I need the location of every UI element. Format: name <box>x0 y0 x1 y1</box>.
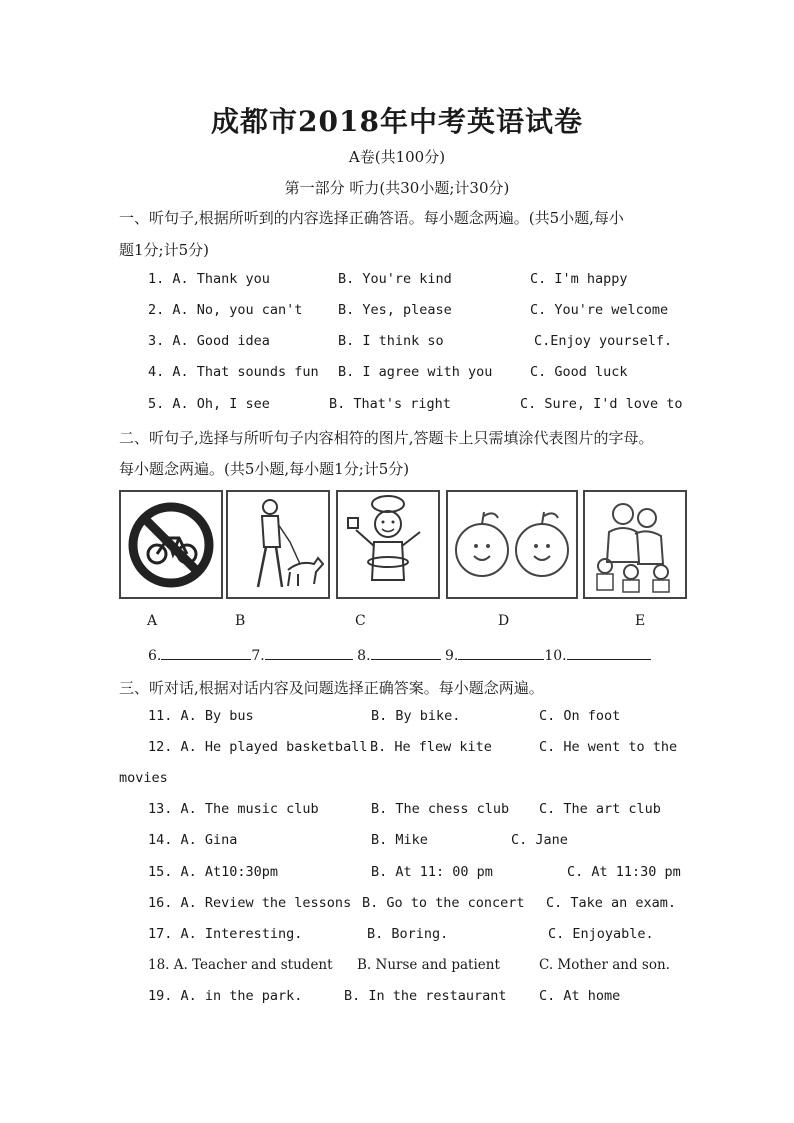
question-2-option-c: C. You're welcome <box>530 302 669 318</box>
chef-cooking-icon <box>336 490 440 599</box>
question-12-option-a: 12. A. He played basketball <box>148 739 368 755</box>
question-3-option-a: 3. A. Good idea <box>148 333 270 349</box>
question-19-option-a: 19. A. in the park. <box>148 988 303 1004</box>
question-5-option-b: B. That's right <box>329 396 451 412</box>
question-16-option-a: 16. A. Review the lessons <box>148 895 352 911</box>
question-12-option-c-wrap: movies <box>119 770 168 786</box>
question-18-option-b: B. Nurse and patient <box>357 957 500 973</box>
question-4-option-a: 4. A. That sounds fun <box>148 364 319 380</box>
blank-7-number: 7. <box>251 648 265 664</box>
picture-label-d: D <box>498 613 510 629</box>
question-2-option-b: B. Yes, please <box>338 302 452 318</box>
question-5-option-a: 5. A. Oh, I see <box>148 396 270 412</box>
blank-7[interactable] <box>265 645 353 660</box>
section-2-instruction-cont: 每小题念两遍。(共5小题,每小题1分;计5分) <box>119 460 410 478</box>
picture-label-b: B <box>235 613 246 629</box>
question-17-option-c: C. Enjoyable. <box>548 926 654 942</box>
blank-9[interactable] <box>458 645 544 660</box>
question-16-option-b: B. Go to the concert <box>362 895 525 911</box>
question-15-option-c: C. At 11:30 pm <box>567 864 681 880</box>
question-4-option-b: B. I agree with you <box>338 364 493 380</box>
two-apples-icon <box>446 490 578 599</box>
picture-label-c: C <box>355 613 366 629</box>
question-14-option-c: C. Jane <box>511 832 568 848</box>
answer-blanks <box>148 645 651 664</box>
page-title: 成都市2018年中考英语试卷 <box>211 105 583 138</box>
question-19-option-c: C. At home <box>539 988 621 1004</box>
question-14-option-a: 14. A. Gina <box>148 832 238 848</box>
question-3-option-c: C.Enjoy yourself. <box>534 333 673 349</box>
paper-subtitle: A卷(共100分) <box>348 148 446 166</box>
question-18-option-c: C. Mother and son. <box>539 957 670 973</box>
question-1-option-c: C. I'm happy <box>530 271 628 287</box>
question-13-option-a: 13. A. The music club <box>148 801 319 817</box>
no-bicycle-sign-icon <box>119 490 223 599</box>
section-3-instruction: 三、听对话,根据对话内容及问题选择正确答案。每小题念两遍。 <box>119 679 544 697</box>
question-3-option-b: B. I think so <box>338 333 444 349</box>
question-11-option-b: B. By bike. <box>371 708 461 724</box>
question-14-option-b: B. Mike <box>371 832 428 848</box>
question-4-option-c: C. Good luck <box>530 364 628 380</box>
question-17-option-b: B. Boring. <box>367 926 449 942</box>
question-2-option-a: 2. A. No, you can't <box>148 302 303 318</box>
picture-label-e: E <box>635 613 646 629</box>
grandparents-with-children-icon <box>583 490 687 599</box>
question-19-option-b: B. In the restaurant <box>344 988 507 1004</box>
question-15-option-b: B. At 11: 00 pm <box>371 864 493 880</box>
blank-6[interactable] <box>161 645 251 660</box>
question-11-option-a: 11. A. By bus <box>148 708 254 724</box>
blank-9-number: 9. <box>444 648 459 664</box>
blank-6-number: 6. <box>148 648 162 664</box>
blank-8[interactable] <box>371 645 441 660</box>
section-2-instruction: 二、听句子,选择与所听句子内容相符的图片,答题卡上只需填涂代表图片的字母。 <box>119 429 654 447</box>
question-15-option-a: 15. A. At10:30pm <box>148 864 279 880</box>
question-12-option-b: B. He flew kite <box>370 739 492 755</box>
blank-10[interactable] <box>567 645 651 660</box>
question-16-option-c: C. Take an exam. <box>546 895 677 911</box>
section-1-instruction-cont: 题1分;计5分) <box>119 241 209 259</box>
question-1-option-b: B. You're kind <box>338 271 452 287</box>
section-1-instruction: 一、听句子,根据所听到的内容选择正确答语。每小题念两遍。(共5小题,每小 <box>119 209 624 227</box>
blank-10-number: 10. <box>544 648 567 664</box>
question-13-option-c: C. The art club <box>539 801 661 817</box>
man-walking-dog-icon <box>226 490 330 599</box>
question-18-option-a: 18. A. Teacher and student <box>148 957 333 973</box>
question-1-option-a: 1. A. Thank you <box>148 271 270 287</box>
question-17-option-a: 17. A. Interesting. <box>148 926 303 942</box>
picture-label-a: A <box>147 613 158 629</box>
blank-8-number: 8. <box>357 648 371 664</box>
question-12-option-c: C. He went to the <box>539 739 678 755</box>
part-title: 第一部分 听力(共30小题;计30分) <box>284 179 510 197</box>
question-5-option-c: C. Sure, I'd love to <box>520 396 683 412</box>
question-11-option-c: C. On foot <box>539 708 621 724</box>
question-13-option-b: B. The chess club <box>371 801 510 817</box>
